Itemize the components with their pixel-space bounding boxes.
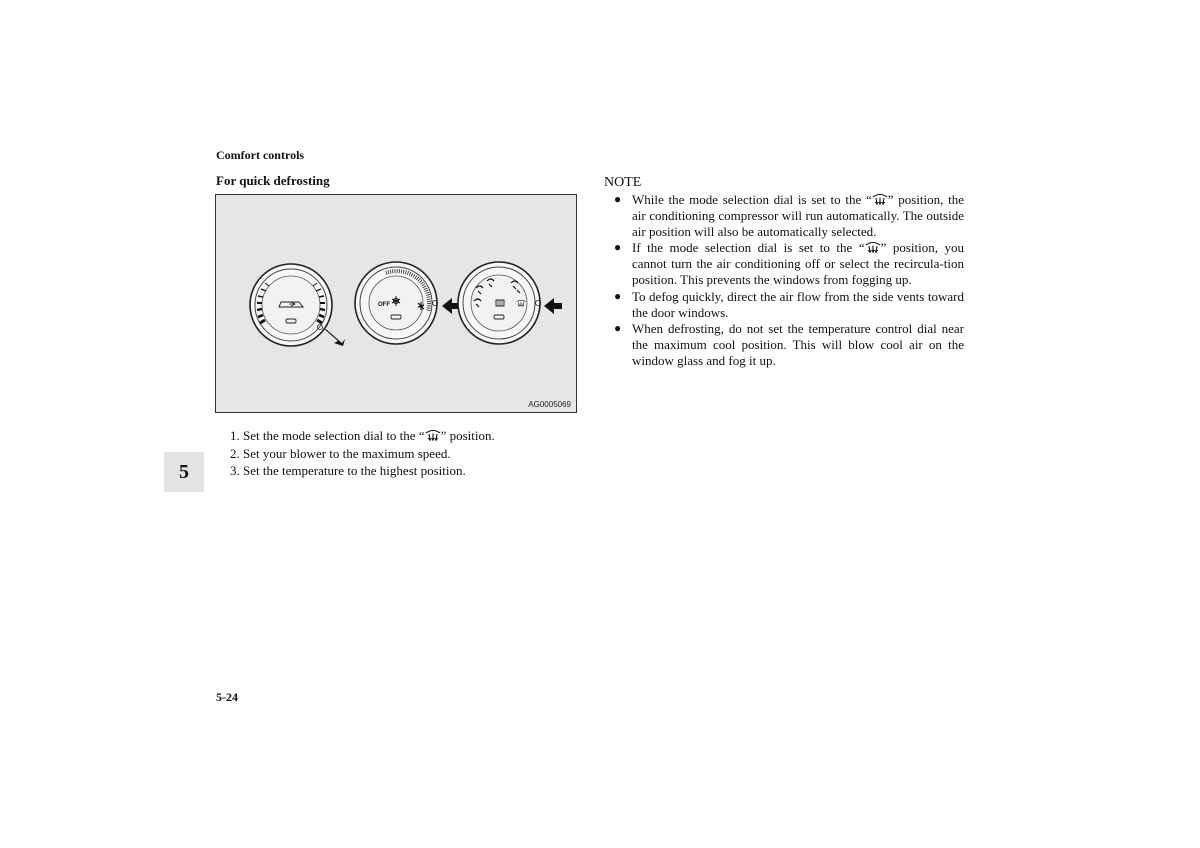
blower-dial [355,262,438,344]
note-list [614,192,964,370]
instruction-steps [230,427,495,480]
defrost-icon [425,429,441,441]
bullet-icon: ● [614,321,622,336]
note-item: ● When defrosting, do not set the temperature control dial near the maximum cool position. This will blow cool air on the window glass and fog it up. [614,321,964,368]
mode-dial [458,262,541,344]
sub-heading: For quick defrosting [216,173,330,188]
section-title: Comfort controls [216,148,305,162]
note-item: ● While the mode selection dial is set to the “ ” position, the air conditioning compressor will run automatically. The outside air position will also be automatically selected. [614,192,965,239]
note-title: NOTE [604,175,642,190]
step-3: 3. Set the temperature to the highest position. [230,463,466,478]
pointer-arrow-1 [323,328,345,346]
climate-dials-figure [215,194,577,413]
chapter-tab: 5 [164,452,204,492]
page-number: 5-24 [216,690,238,704]
step-2: 2. Set your blower to the maximum speed. [230,445,451,461]
climate-dials-illustration [216,195,578,414]
note-item: ● To defog quickly, direct the air flow from the side vents toward the door windows. [614,288,964,320]
defrost-icon [865,241,881,253]
step-1: 1. Set the mode selection dial to the “ ” position. [230,428,495,443]
defrost-icon [872,193,888,205]
bullet-icon: ● [614,240,622,255]
temperature-dial [250,264,332,346]
svg-text:OFF: OFF [378,302,390,308]
bullet-icon: ● [614,192,622,206]
note-item: ● If the mode selection dial is set to the “ ” position, you cannot turn the air conditioning off or select the recircula-tion position. This prevents the windows from fogging up. [614,240,964,287]
figure-code: AG0005069 [528,400,571,409]
pointer-arrow-3 [544,298,562,314]
bullet-icon: ● [614,288,622,303]
